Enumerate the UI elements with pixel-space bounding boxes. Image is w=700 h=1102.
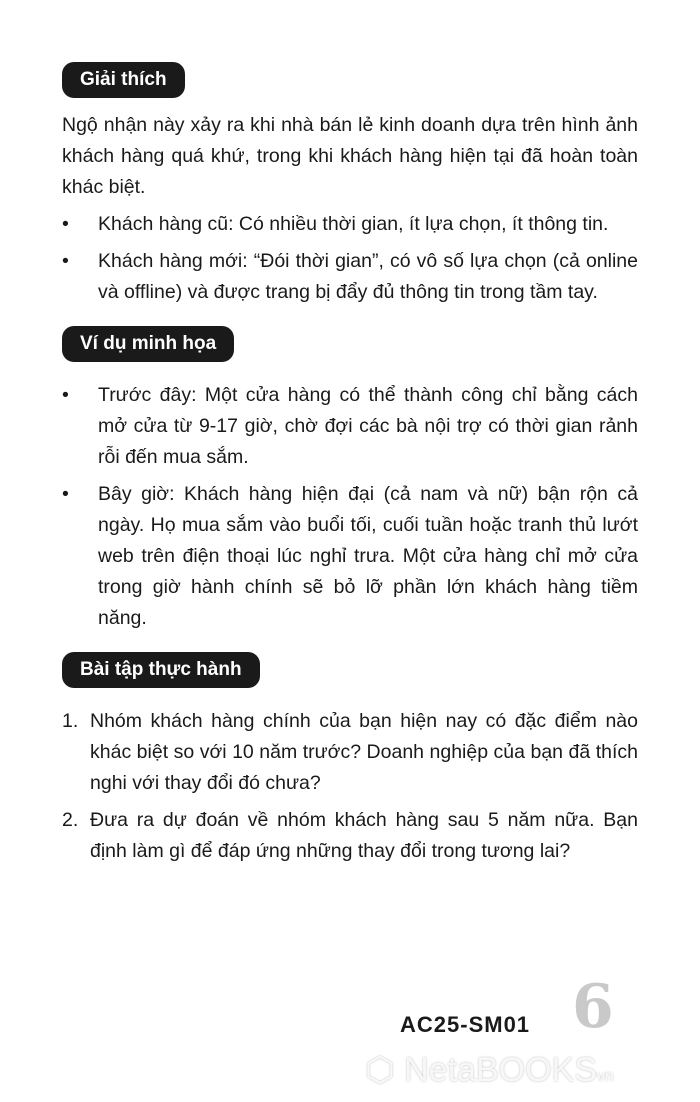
bullet: • — [62, 384, 69, 406]
explanation-body — [62, 110, 638, 308]
bullet: • — [62, 213, 69, 235]
practice-body — [62, 706, 638, 867]
page-content — [62, 62, 638, 885]
list-item-text: Khách hàng mới: “Đói thời gian”, có vô số lựa chọn (cả online và offline) và được trang bị đẩy đủ thông tin trong tầm tay. — [98, 250, 638, 303]
list-item-text: Bây giờ: Khách hàng hiện đại (cả nam và nữ) bận rộn cả ngày. Họ mua sắm vào buổi tối, cuối tuần hoặc tranh thủ lướt web trên điện thoại lúc nghỉ trưa. Một cửa hàng chỉ mở cửa trong giờ hành chính sẽ bỏ lỡ phần lớn khách hàng tiềm năng. — [98, 483, 638, 629]
example-body — [62, 380, 638, 634]
item-number: 2. — [62, 809, 79, 831]
list-item-text: Đưa ra dự đoán về nhóm khách hàng sau 5 năm nữa. Bạn định làm gì để đáp ứng những thay đổi trong tương lai? — [90, 809, 638, 862]
page-number: 6 — [572, 972, 614, 1042]
section-explanation — [62, 62, 638, 308]
section-practice — [62, 652, 638, 867]
list-item — [62, 479, 638, 634]
document-code: AC25-SM01 — [400, 1012, 531, 1037]
explanation-paragraph: Ngộ nhận này xảy ra khi nhà bán lẻ kinh doanh dựa trên hình ảnh khách hàng quá khứ, trong khi khách hàng hiện tại đã hoàn toàn khác biệt. — [62, 114, 638, 198]
list-item-text: Nhóm khách hàng chính của bạn hiện nay có đặc điểm nào khác biệt so với 10 năm trước? Doanh nghiệp của bạn đã thích nghi với thay đổi đó chưa? — [90, 710, 638, 794]
list-item — [62, 706, 638, 799]
section-example — [62, 326, 638, 634]
list-item — [62, 209, 638, 240]
section-label-explanation: Giải thích — [62, 62, 185, 98]
list-item-text: Khách hàng cũ: Có nhiều thời gian, ít lựa chọn, ít thông tin. — [98, 213, 609, 235]
section-label-practice: Bài tập thực hành — [62, 652, 260, 688]
list-item-text: Trước đây: Một cửa hàng có thể thành công chỉ bằng cách mở cửa từ 9-17 giờ, chờ đợi các bà nội trợ có thời gian rảnh rỗi đến mua sắm. — [98, 384, 638, 468]
watermark-logo: ⬡ NetaBOOKSvn — [365, 1051, 614, 1089]
section-label-example: Ví dụ minh họa — [62, 326, 234, 362]
list-item — [62, 246, 638, 308]
item-number: 1. — [62, 710, 79, 732]
list-item — [62, 380, 638, 473]
bullet: • — [62, 483, 69, 505]
bullet: • — [62, 250, 69, 272]
list-item — [62, 805, 638, 867]
